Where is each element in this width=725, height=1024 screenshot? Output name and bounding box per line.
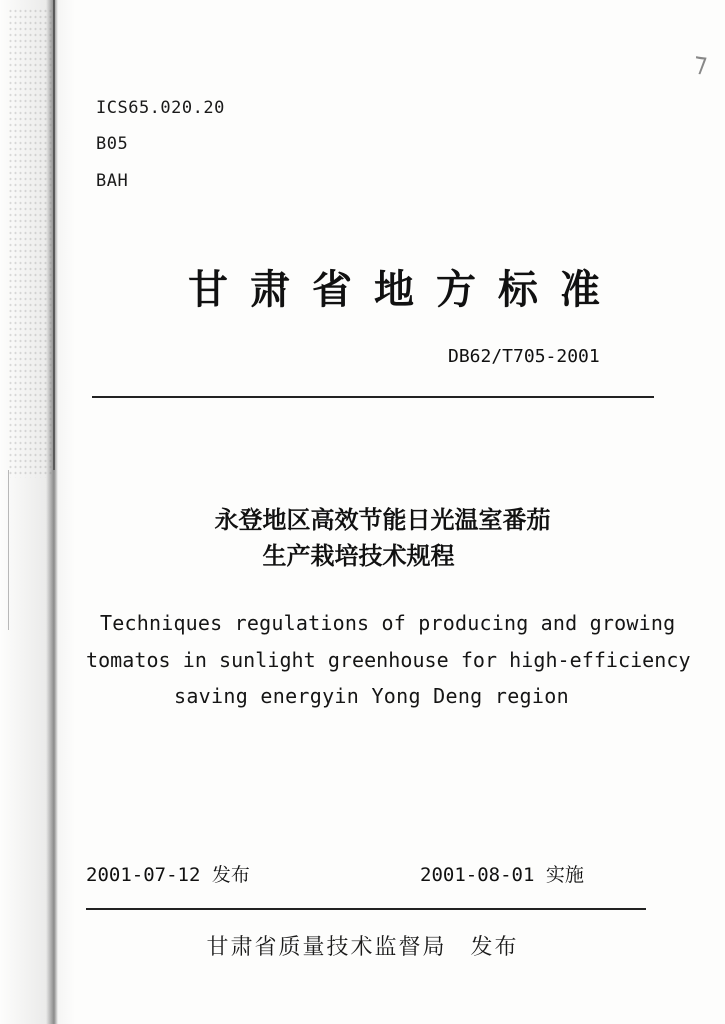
implementation-date: 2001-08-01 实施 bbox=[420, 864, 584, 886]
english-title-line-3: saving energyin Yong Deng region bbox=[174, 684, 569, 708]
chinese-title-line-2: 生产栽培技术规程 bbox=[262, 542, 455, 570]
publisher-name: 甘肃省质量技术监督局 bbox=[206, 935, 447, 960]
english-title-line-1: Techniques regulations of producing and growing bbox=[100, 611, 676, 635]
standard-title: 甘肃省地方标准 bbox=[188, 267, 622, 313]
issue-date: 2001-07-12 发布 bbox=[86, 864, 250, 886]
standard-number: DB62/T705-2001 bbox=[448, 346, 600, 367]
registration-code: BAH bbox=[96, 171, 129, 191]
clc-code: B05 bbox=[96, 134, 129, 154]
publish-action: 发布 bbox=[470, 935, 519, 960]
header-divider bbox=[92, 396, 654, 398]
scan-edge-line bbox=[53, 0, 55, 470]
publisher-line bbox=[0, 930, 725, 961]
english-title-line-2: tomatos in sunlight greenhouse for high-efficiency bbox=[86, 648, 691, 672]
corner-pen-mark: ⁊ bbox=[692, 47, 710, 79]
scan-noise bbox=[8, 8, 52, 478]
chinese-title-line-1: 永登地区高效节能日光温室番茄 bbox=[214, 506, 551, 534]
footer-divider bbox=[86, 908, 646, 910]
ics-code: ICS65.020.20 bbox=[96, 98, 225, 118]
